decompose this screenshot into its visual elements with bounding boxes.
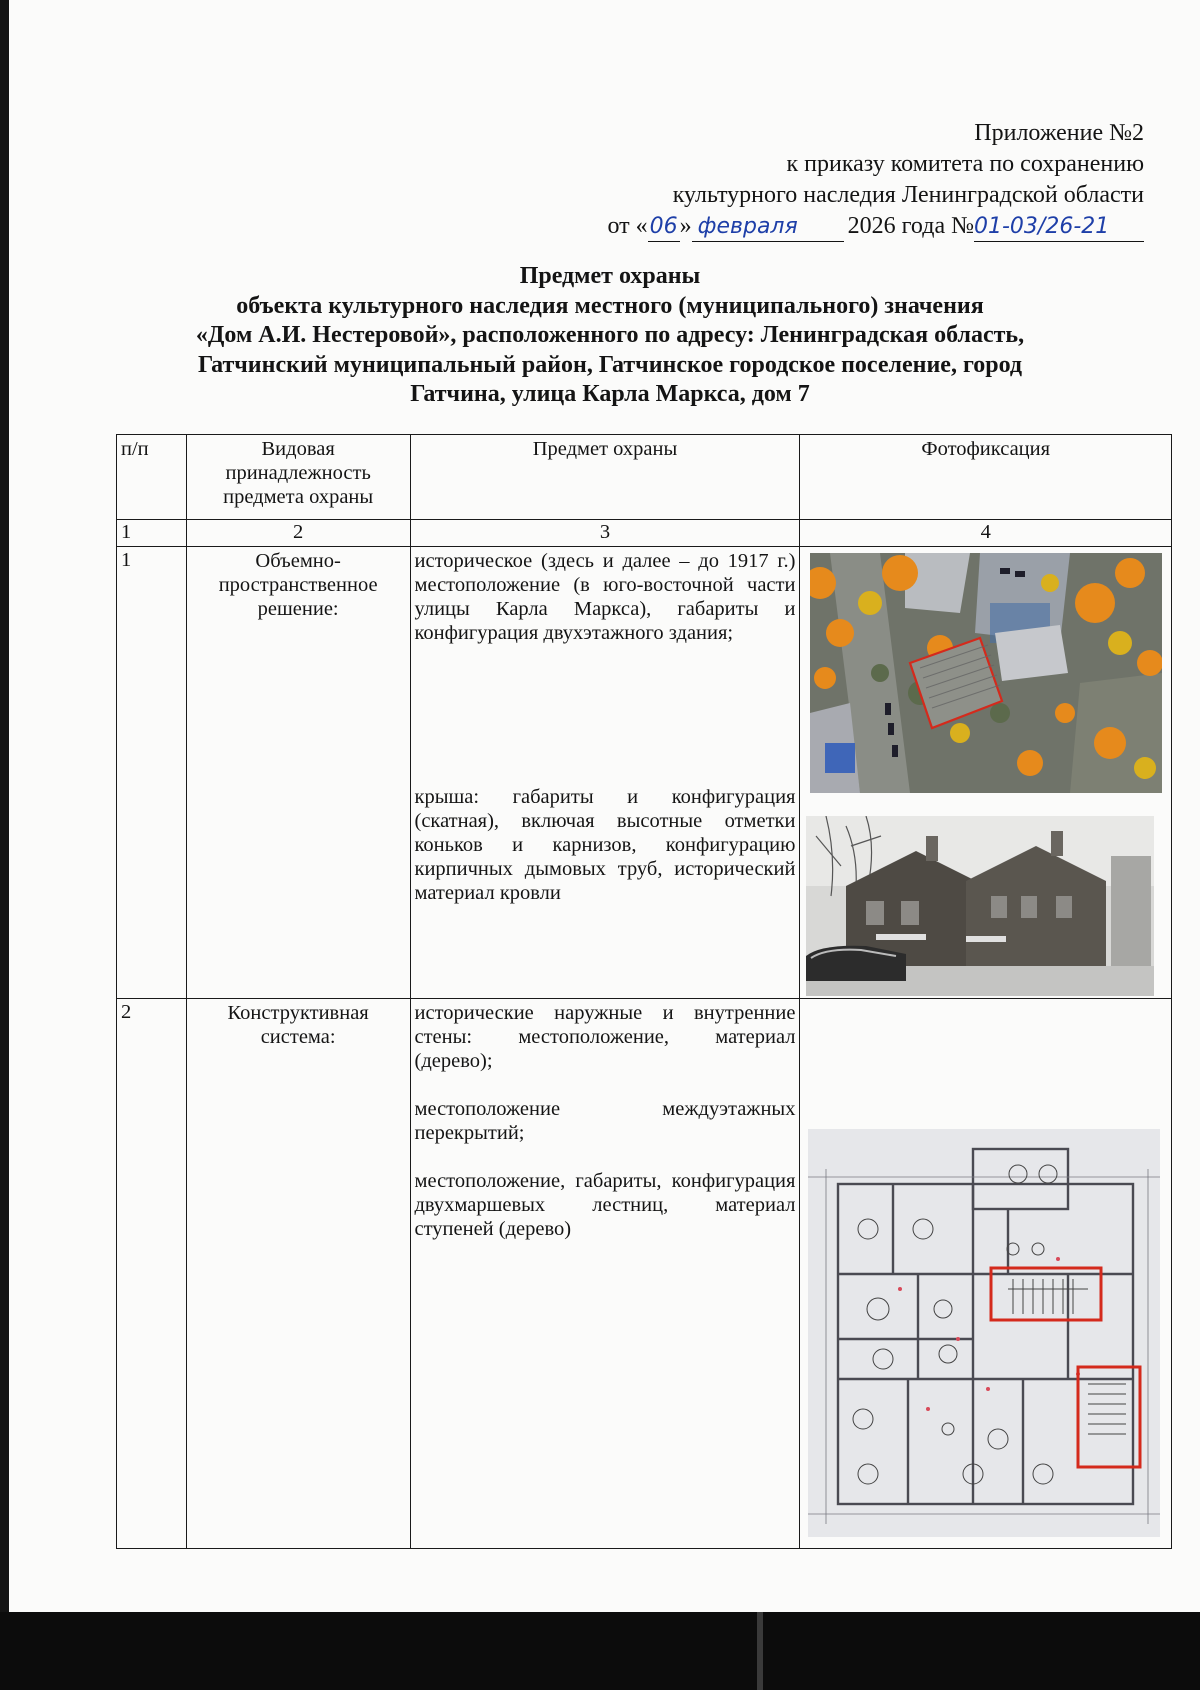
title-line-4: Гатчинский муниципальный район, Гатчинское городское поселение, город xyxy=(197,351,1023,378)
column-number: 3 xyxy=(410,520,800,547)
scan-bottom-edge xyxy=(0,1612,1200,1690)
date-mid: » xyxy=(679,213,692,239)
title-line-1: Предмет охраны xyxy=(519,263,701,289)
header-number: п/п xyxy=(117,435,187,520)
annex-order-ref: к приказу комитета по сохранению xyxy=(786,151,1144,177)
subject-item: крыша: габариты и конфигурация (скатная), включая высотные отметки коньков и карнизов, конфигурацию кирпичных дымовых труб, исторический материал кровли xyxy=(414,786,796,904)
annex-header xyxy=(524,118,1144,242)
row-subject xyxy=(410,999,800,1549)
column-number: 2 xyxy=(186,520,410,547)
scan-bottom-edge-mark xyxy=(757,1612,763,1690)
floor-plan-image xyxy=(808,1129,1160,1537)
title-line-2: объекта культурного наследия местного (муниципального) значения xyxy=(236,292,984,319)
row-number: 1 xyxy=(117,547,187,999)
header-subject: Предмет охраны xyxy=(410,435,800,520)
document-title xyxy=(140,262,1080,410)
handwritten-month: февраля xyxy=(692,213,844,242)
date-year: 2026 года № xyxy=(847,213,974,239)
column-number: 1 xyxy=(117,520,187,547)
aerial-photo xyxy=(810,553,1162,793)
row-photos xyxy=(800,547,1172,999)
protection-table xyxy=(116,434,1172,1549)
title-line-3: «Дом А.И. Нестеровой», расположенного по адресу: Ленинградская область, xyxy=(195,322,1025,348)
row-subject xyxy=(410,547,800,999)
handwritten-day: 06 xyxy=(648,213,680,242)
table-row xyxy=(117,999,1172,1549)
subject-item: местоположение междуэтажных перекрытий; xyxy=(414,1098,796,1144)
row-photos xyxy=(800,999,1172,1549)
column-number: 4 xyxy=(800,520,1172,547)
table-header-row xyxy=(117,435,1172,520)
row-category: Конструктивная система: xyxy=(186,999,410,1549)
row-category: Объемно-пространственное решение: xyxy=(186,547,410,999)
table-row xyxy=(117,547,1172,999)
annex-committee: культурного наследия Ленинградской области xyxy=(672,182,1144,208)
annex-date-line xyxy=(524,211,1144,242)
header-photo: Фотофиксация xyxy=(800,435,1172,520)
handwritten-order-number: 01-03/26-21 xyxy=(974,213,1144,242)
scan-left-edge xyxy=(0,0,9,1690)
date-prefix: от « xyxy=(607,213,648,239)
subject-item: исторические наружные и внутренние стены: местоположение, материал (дерево); xyxy=(414,1002,796,1072)
subject-item: местоположение, габариты, конфигурация двухмаршевых лестниц, материал ступеней (дерево) xyxy=(414,1170,796,1240)
title-line-5: Гатчина, улица Карла Маркса, дом 7 xyxy=(410,381,810,407)
facade-photo xyxy=(806,816,1154,996)
column-number-row xyxy=(117,520,1172,547)
header-category: Видовая принадлежность предмета охраны xyxy=(186,435,410,520)
subject-item: историческое (здесь и далее – до 1917 г.) местоположение (в юго-восточной части улицы Карла Маркса), габариты и конфигурация двухэтажного здания; xyxy=(414,550,796,644)
row-number: 2 xyxy=(117,999,187,1549)
annex-title: Приложение №2 xyxy=(974,120,1144,146)
